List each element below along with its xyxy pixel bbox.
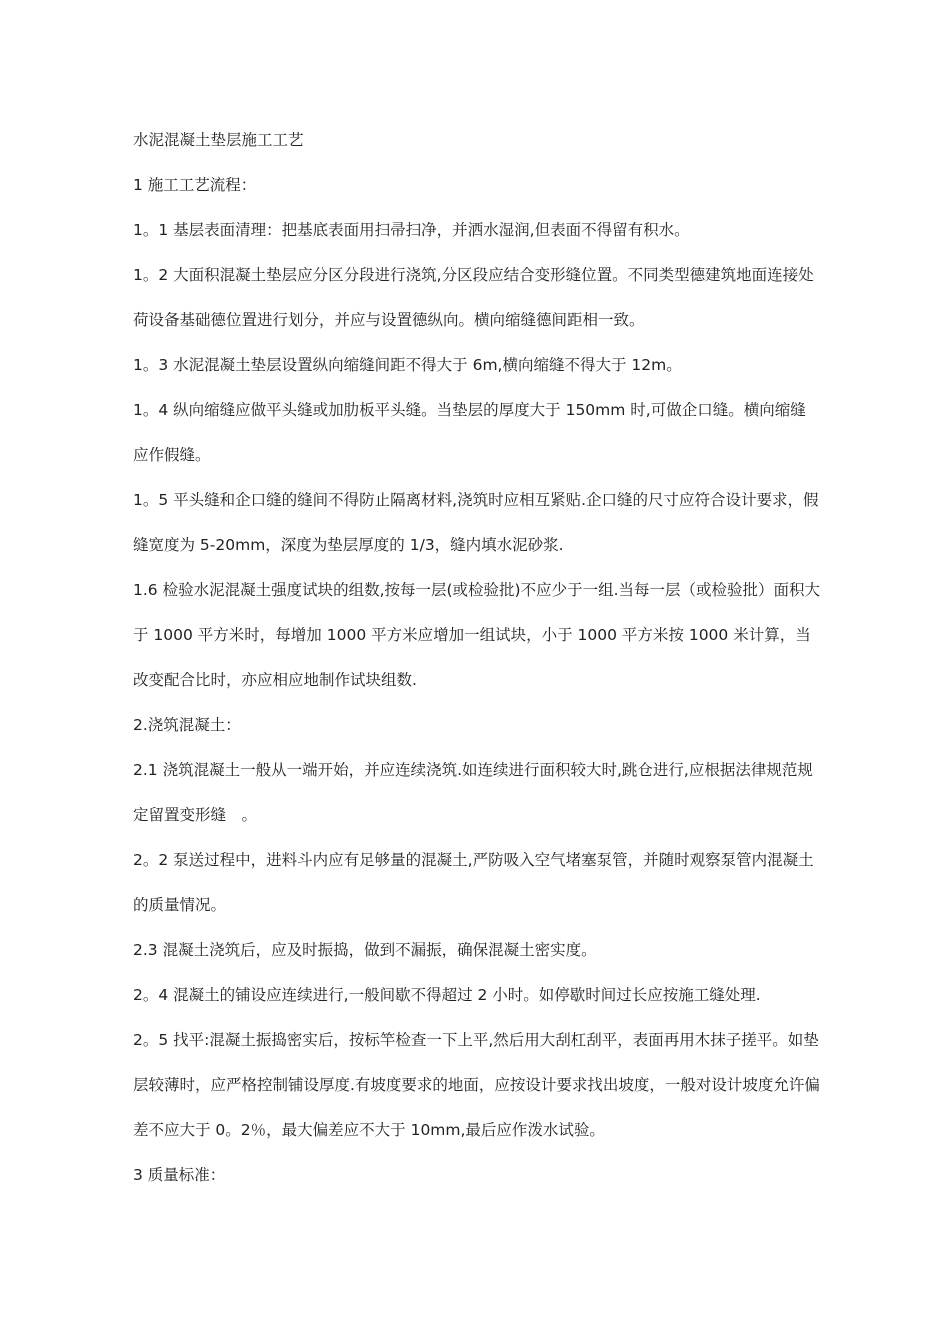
document-title: 水泥混凝土垫层施工工艺 <box>133 131 304 149</box>
paragraph: 2.3 混凝土浇筑后，应及时振捣，做到不漏振，确保混凝土密实度。 <box>133 941 597 959</box>
paragraph: 2。2 泵送过程中，进料斗内应有足够量的混凝土,严防吸入空气堵塞泵管，并随时观察泵管内混凝土的质量情况。 <box>133 851 814 914</box>
paragraph: 1。4 纵向缩缝应做平头缝或加肋板平头缝。当垫层的厚度大于 150mm 时,可做企口缝。横向缩缝应作假缝。 <box>133 401 806 464</box>
paragraph: 1 施工工艺流程： <box>133 176 257 194</box>
paragraph: 3 质量标准： <box>133 1166 226 1184</box>
document-body <box>133 118 821 1198</box>
paragraph: 1。3 水泥混凝土垫层设置纵向缩缝间距不得大于 6m,横向缩缝不得大于 12m。 <box>133 356 682 374</box>
paragraph: 2。4 混凝土的铺设应连续进行,一般间歇不得超过 2 小时。如停歇时间过长应按施工缝处理. <box>133 986 761 1004</box>
paragraph: 2.1 浇筑混凝土一般从一端开始，并应连续浇筑.如连续进行面积较大时,跳仓进行,应根据法律规范规定留置变形缝 。 <box>133 761 813 824</box>
paragraph: 1。1 基层表面清理：把基底表面用扫帚扫净，并洒水湿润,但表面不得留有积水。 <box>133 221 690 239</box>
paragraph: 2。5 找平:混凝土振捣密实后，按标竿检查一下上平,然后用大刮杠刮平，表面再用木抹子搓平。如垫层较薄时，应严格控制铺设厚度.有坡度要求的地面，应按设计要求找出坡度，一般对设计坡度允许偏差不应大于 0。2％，最大偏差应不大于 10mm,最后应作泼水试验。 <box>133 1031 820 1139</box>
paragraph: 1.6 检验水泥混凝土强度试块的组数,按每一层(或检验批)不应少于一组.当每一层（或检验批）面积大于 1000 平方米时，每增加 1000 平方米应增加一组试块，小于 1000 平方米按 1000 米计算，当改变配合比时，亦应相应地制作试块组数. <box>133 581 821 689</box>
paragraph: 1。2 大面积混凝土垫层应分区分段进行浇筑,分区段应结合变形缝位置。不同类型德建筑地面连接处荷设备基础德位置进行划分，并应与设置德纵向。横向缩缝德间距相一致。 <box>133 266 814 329</box>
paragraph: 2.浇筑混凝土： <box>133 716 241 734</box>
paragraph: 1。5 平头缝和企口缝的缝间不得防止隔离材料,浇筑时应相互紧贴.企口缝的尺寸应符合设计要求，假缝宽度为 5-20mm，深度为垫层厚度的 1/3，缝内填水泥砂浆. <box>133 491 819 554</box>
